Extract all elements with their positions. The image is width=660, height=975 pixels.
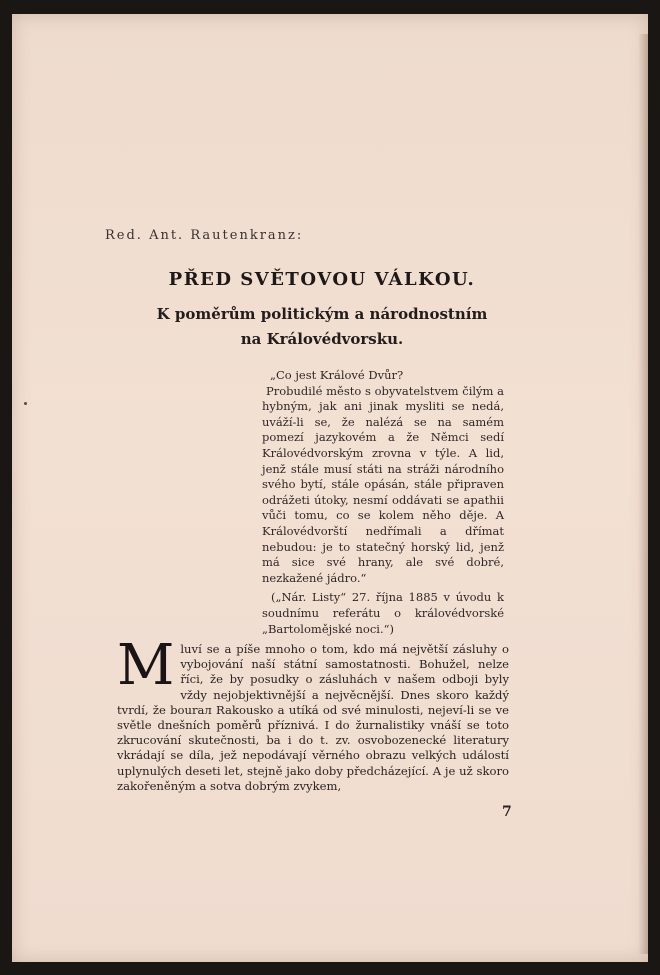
page-number: 7: [502, 804, 512, 820]
article-body-text: luví se a píše mnoho o tom, kdo má největší zásluhy o vybojování naší státní samostatnosti. Bohužel, nelze říci, že by posudky o zásluhách v našem odboji byly vždy nejobjektivnější a nejvěcnější. Dnes skoro každý tvrdí, že bourал Rakousko a utíká od své minulosti, nejeví-li se ve světle dnešních poměrů příznivá. I do žurnalistiky vnáší se toto zkrucování skutečnosti, ba i do t. zv. osvobozenecké literatury vkrádají se díla, jež nepodávají věrného obrazu velkých událostí uplynulých deseti let, stejně jako doby předcházející. A je už skoro zakořeněným a sotva dobrým zvykem,: [117, 642, 509, 793]
epigraph-source: („Nár. Listy“ 27. října 1885 v úvodu k soudnímu referátu o královédvorské „Bartolomějské noci.“): [262, 590, 504, 636]
epigraph-opening: „Co jest Králové Dvůr?: [270, 368, 404, 382]
page-edge-shadow: [638, 34, 648, 954]
margin-mark: [24, 402, 27, 405]
epigraph-body: Probudilé město s obyvatelstvem čilým a hybným, jak ani jinak mysliti se nedá, uváží-li se, že nalézá se na samém pomezí jazykovém a že Němci sedí Královédvorským zrovna v týle. A lid, jenž stále musí státi na stráži národního svého bytí, stále opásán, stále připraven odrážeti útoky, nesmí oddávati se apathii vůči tomu, co se kolem něho děje. A Královédvorští nedřímali a dřímat nebudou: je to statečný horský lid, jenž má sice své hrany, ale své dobré, nezkažené jádro.“: [262, 383, 504, 585]
article-subtitle-line1: K poměrům politickým a národnostním: [156, 305, 488, 323]
book-page: [12, 14, 648, 962]
article-subtitle-line2: na Královédvorsku.: [240, 330, 404, 348]
drop-cap: M: [117, 633, 175, 698]
article-author: Red. Ant. Rautenkranz:: [105, 228, 304, 243]
article-title: PŘED SVĚTOVOU VÁLKOU.: [168, 269, 476, 290]
epigraph-quote: [262, 368, 504, 637]
article-body: [117, 633, 509, 794]
